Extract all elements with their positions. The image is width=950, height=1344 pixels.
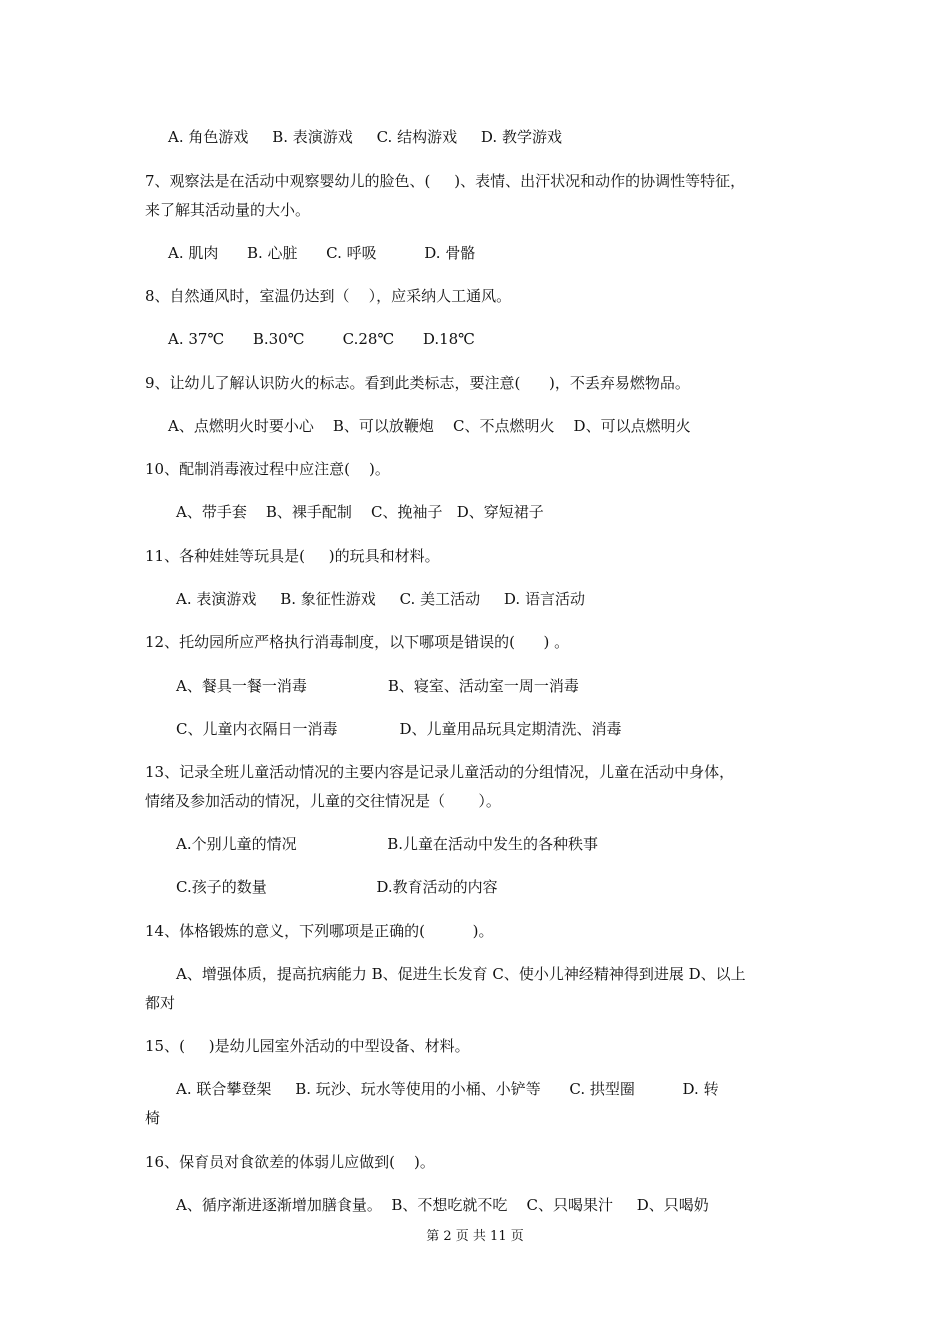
q7-options: A. 肌肉 B. 心脏 C. 呼吸 D. 骨骼 [168,244,476,262]
q12-options-row2: C、儿童内衣隔日一消毒 D、儿童用品玩具定期清洗、消毒 [176,720,622,738]
page-footer: 第 2 页 共 11 页 [426,1229,524,1244]
q8-stem: 8、自然通风时，室温仍达到（ ），应采纳人工通风。 [145,287,512,305]
q9-stem: 9、让幼儿了解认识防火的标志。看到此类标志，要注意( )，不丢弃易燃物品。 [145,374,690,392]
q13-stem-line1: 13、记录全班儿童活动情况的主要内容是记录儿童活动的分组情况，儿童在活动中身体， [145,763,735,781]
q13-options-row2: C.孩子的数量 D.教育活动的内容 [176,878,498,896]
q12-stem: 12、托幼园所应严格执行消毒制度，以下哪项是错误的( ) 。 [145,633,570,651]
q14-options-line2: 都对 [145,994,176,1012]
q16-stem: 16、保育员对食欲差的体弱儿应做到( )。 [145,1153,435,1171]
q13-stem-line2: 情绪及参加活动的情况，儿童的交往情况是（ ）。 [145,792,501,810]
q10-options: A、带手套 B、裸手配制 C、挽袖子 D、穿短裙子 [176,503,544,521]
q14-stem: 14、体格锻炼的意义，下列哪项是正确的( )。 [145,922,494,940]
q11-options: A. 表演游戏 B. 象征性游戏 C. 美工活动 D. 语言活动 [176,590,585,608]
q15-options-line2: 椅 [145,1109,161,1127]
q7-stem-line2: 来了解其活动量的大小。 [145,201,311,219]
q11-stem: 11、各种娃娃等玩具是( )的玩具和材料。 [145,547,440,565]
q13-options-row1: A.个别儿童的情况 B.儿童在活动中发生的各种秩事 [176,835,598,853]
q15-options-line1: A. 联合攀登架 B. 玩沙、玩水等使用的小桶、小铲等 C. 拱型圈 D. 转 [176,1080,719,1098]
q15-stem: 15、( )是幼儿园室外活动的中型设备、材料。 [145,1037,470,1055]
q8-options: A. 37℃ B.30℃ C.28℃ D.18℃ [168,330,475,348]
q9-options: A、点燃明火时要小心 B、可以放鞭炮 C、不点燃明火 D、可以点燃明火 [168,417,691,435]
q12-options-row1: A、餐具一餐一消毒 B、寝室、活动室一周一消毒 [176,677,579,695]
q10-stem: 10、配制消毒液过程中应注意( )。 [145,460,390,478]
q14-options-line1: A、增强体质，提高抗病能力 B、促进生长发育 C、使小儿神经精神得到进展 D、以上 [176,965,746,983]
q7-stem-line1: 7、观察法是在活动中观察婴幼儿的脸色、( )、表情、出汗状况和动作的协调性等特征， [145,172,746,190]
q16-options: A、循序渐进逐渐增加膳食量。 B、不想吃就不吃 C、只喝果汁 D、只喝奶 [176,1196,709,1214]
q6-options: A. 角色游戏 B. 表演游戏 C. 结构游戏 D. 教学游戏 [168,128,562,146]
